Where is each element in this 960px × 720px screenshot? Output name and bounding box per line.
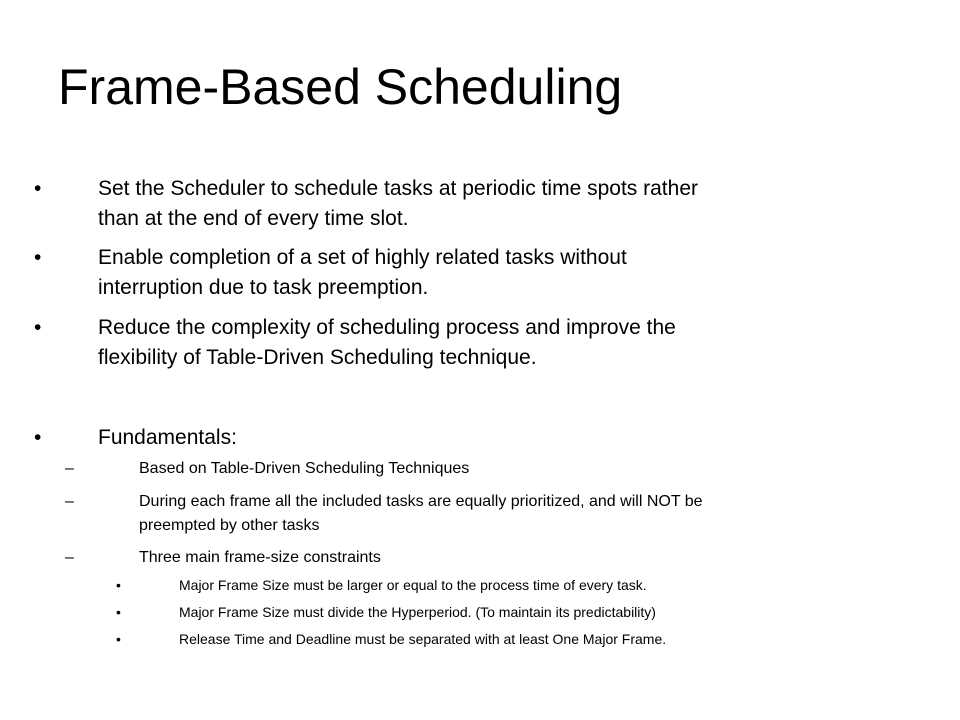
constraint-text: Release Time and Deadline must be separated with at least One Major Frame.	[179, 631, 667, 647]
bullet-marker: •	[116, 631, 121, 647]
bullet-text-line: than at the end of every time slot.	[98, 207, 409, 230]
constraint-text: Major Frame Size must divide the Hyperperiod. (To maintain its predictability)	[179, 604, 656, 620]
dash-marker: –	[65, 549, 74, 566]
sub-item-text-line: preempted by other tasks	[139, 517, 320, 534]
sub-item-text-line: Based on Table-Driven Scheduling Techniques	[139, 460, 470, 477]
bullet-marker: •	[116, 577, 121, 593]
bullet-text-line: interruption due to task preemption.	[98, 276, 429, 299]
bullet-text-line: Enable completion of a set of highly related tasks without	[98, 246, 627, 269]
bullet-marker: •	[34, 426, 42, 449]
fundamentals-heading: Fundamentals:	[98, 426, 237, 449]
slide-title: Frame-Based Scheduling	[58, 59, 623, 115]
bullet-marker: •	[34, 177, 42, 200]
bullet-marker: •	[34, 246, 42, 269]
sub-item-text-line: During each frame all the included tasks are equally prioritized, and will NOT be	[139, 493, 703, 510]
bullet-text-line: Set the Scheduler to schedule tasks at periodic time spots rather	[98, 177, 698, 200]
bullet-text-line: flexibility of Table-Driven Scheduling technique.	[98, 346, 537, 369]
dash-marker: –	[65, 493, 74, 510]
bullet-marker: •	[116, 604, 121, 620]
sub-item-text-line: Three main frame-size constraints	[139, 549, 381, 566]
bullet-text-line: Reduce the complexity of scheduling process and improve the	[98, 316, 676, 339]
dash-marker: –	[65, 460, 74, 477]
bullet-marker: •	[34, 316, 42, 339]
constraint-text: Major Frame Size must be larger or equal to the process time of every task.	[179, 577, 647, 593]
